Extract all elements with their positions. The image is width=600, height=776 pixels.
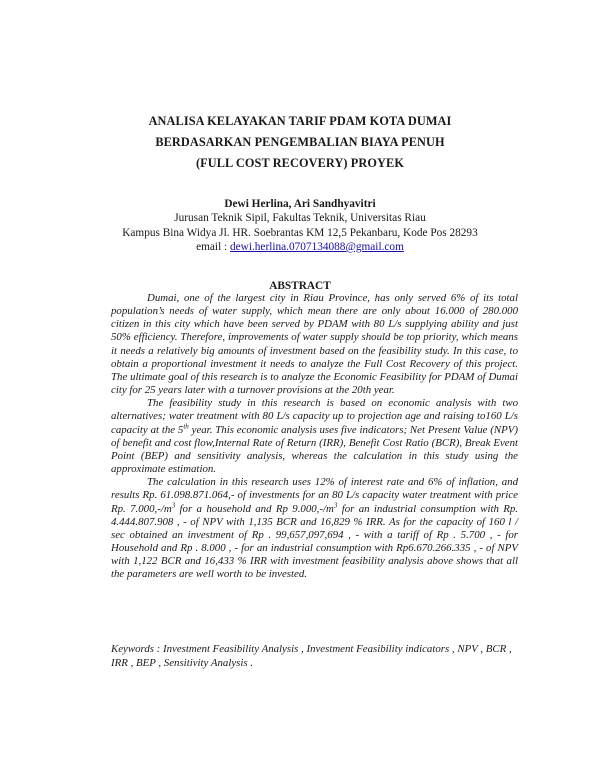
author-address: Kampus Bina Widya Jl. HR. Soebrantas KM 12,5 Pekanbaru, Kode Pos 28293 <box>122 226 478 239</box>
abstract-p3-text-b: for a household and Rp 9.000,-/m <box>175 502 334 515</box>
title-line-1: ANALISA KELAYAKAN TARIF PDAM KOTA DUMAI <box>148 114 452 128</box>
author-email-line <box>60 240 540 254</box>
author-affiliation: Jurusan Teknik Sipil, Fakultas Teknik, Universitas Riau <box>174 212 426 225</box>
abstract-p2-text-a: The feasibility study in this research is based on economic analysis with two alternatives; water treatment with 80 L/s capacity up to projection age and raising to160 L/s capacity at the 5 <box>111 397 518 436</box>
email-link[interactable]: dewi.herlina.0707134088@gmail.com <box>230 240 404 253</box>
abstract-p3-superscript-1: 3 <box>171 500 176 509</box>
title-line-2: BERDASARKAN PENGEMBALIAN BIAYA PENUH <box>155 135 445 149</box>
abstract-paragraph-1: Dumai, one of the largest city in Riau Province, has only served 6% of its total population’s needs of water supply, which mean there are only about 16.000 of 280.000 citizen in this city which have been served by PDAM with 80 L/s supplying ability and just 50% efficiency. Therefore, improvements of water supply should be top priority, which means it needs a relatively big amounts of investment based on the feasibility study. In this case, to obtain a proportional investment it needs to analyze the Full Cost Recovery of this project. The ultimate goal of this research is to analyze the Economic Feasibility for PDAM of Dumai city for 25 years later with a turnover provisions at the 20th year. <box>111 292 518 397</box>
abstract-body <box>111 292 518 581</box>
abstract-p2-text-b: year. This economic analysis uses five indicators; Net Present Value (NPV) of benefit and cost flow,Internal Rate of Return (IRR), Benefit Cost Ratio (BCR), Break Event Point (BEP) and sensitivity analysis, whereas the calculation in this study using the approximate estimation. <box>111 423 518 476</box>
paper-title <box>90 111 510 174</box>
email-label: email : <box>196 240 230 253</box>
abstract-p3-text-c: for an industrial consumption with Rp. 4.444.807.908 , - of NPV with 1,135 BCR and 16,829 % IRR. As for the capacity of 160 l / sec obtained an investment of Rp . 99,657,097,694 , - with a tariff of Rp . 5.700 , - for Household and Rp . 8.000 , - for an industrial consumption with Rp6.670.266.335 , - of NPV with 1,122 BCR and 16,433 % IRR with investment feasibility analysis above shows that all the parameters are well worth to be invested. <box>111 502 518 581</box>
abstract-p3-text-a: The calculation in this research uses 12% of interest rate and 6% of inflation, and results Rp. 61.098.871.064,- of investments for an 80 L/s capacity water treatment with price Rp. 7.000,-/m <box>111 476 518 515</box>
keywords: Keywords : Investment Feasibility Analysis , Investment Feasibility indicators , NPV , BCR , IRR , BEP , Sensitivity Analysis . <box>111 643 512 669</box>
abstract-paragraph-3 <box>111 476 518 581</box>
abstract-p3-superscript-2: 3 <box>333 500 338 509</box>
abstract-heading: ABSTRACT <box>269 280 331 292</box>
abstract-p2-superscript: th <box>183 421 189 430</box>
author-block <box>60 197 540 254</box>
abstract-paragraph-2 <box>111 397 518 476</box>
title-line-3: (FULL COST RECOVERY) PROYEK <box>195 156 405 170</box>
author-names: Dewi Herlina, Ari Sandhyavitri <box>224 198 376 210</box>
